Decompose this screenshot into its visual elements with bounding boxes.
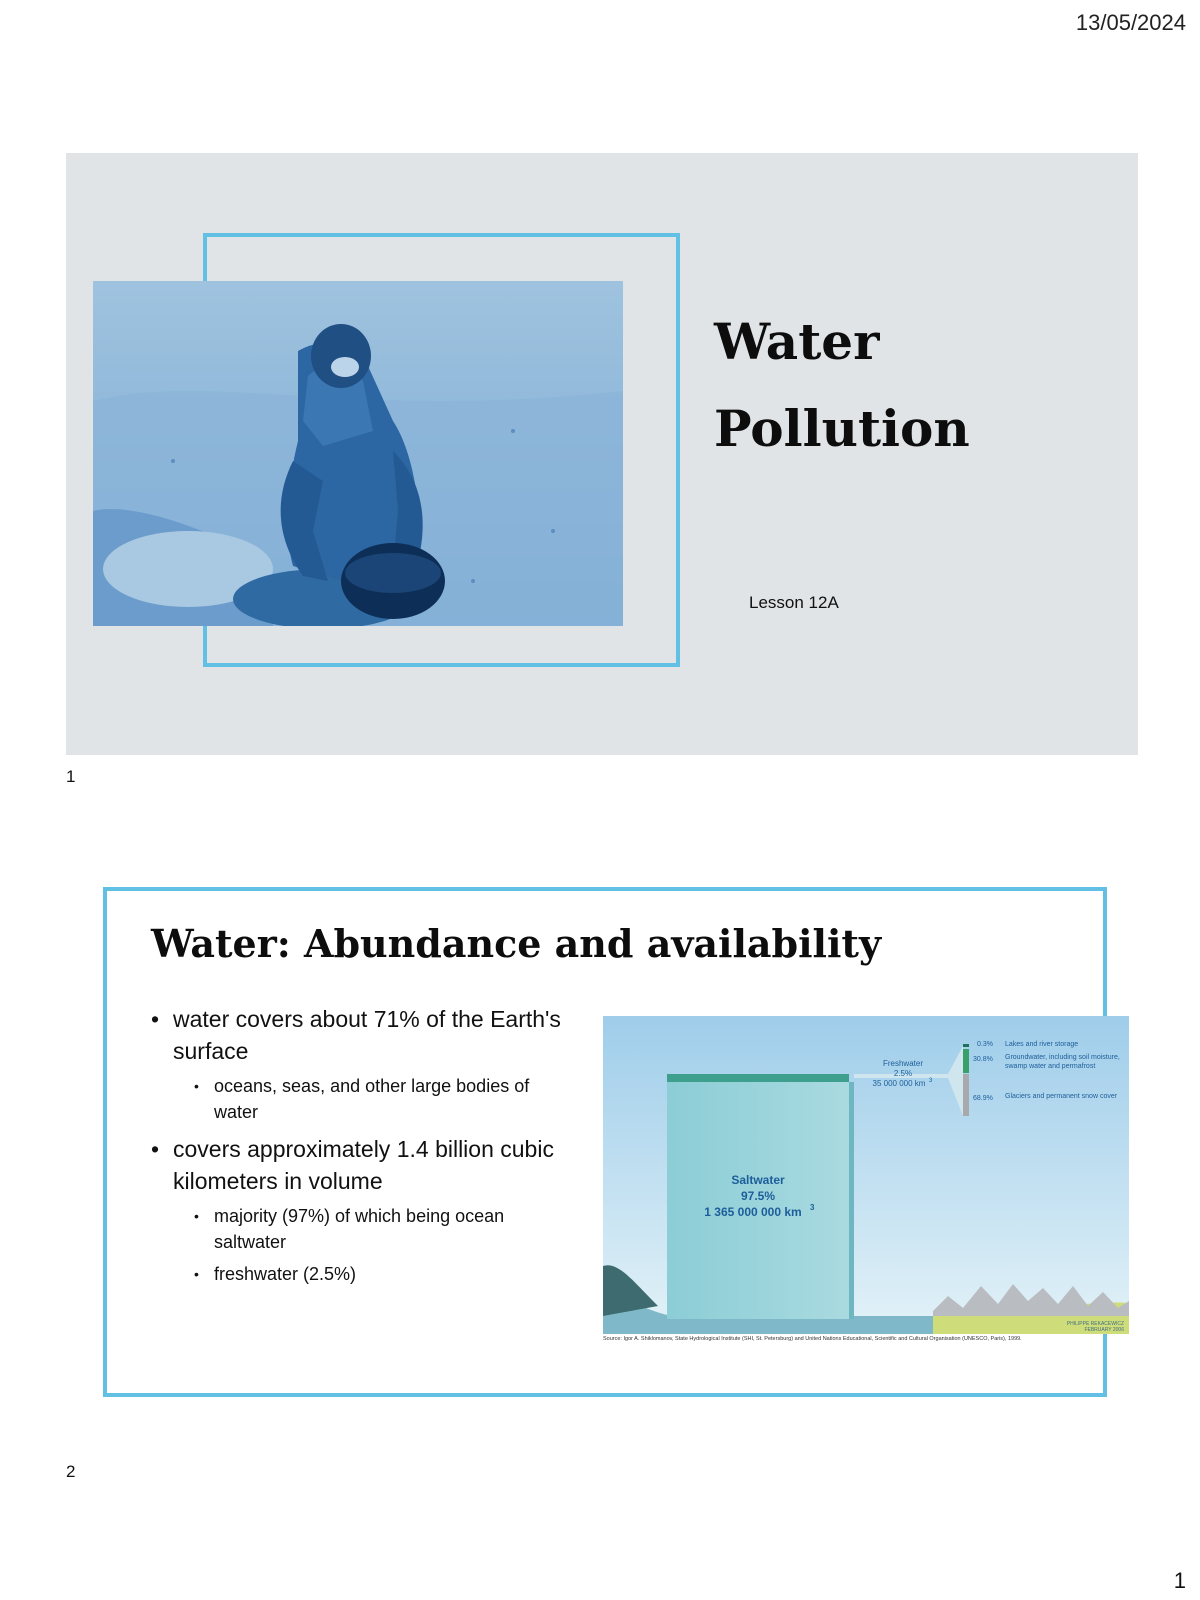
slide-1-title [714, 298, 1094, 472]
glaciers-bar [963, 1074, 969, 1116]
slide-number-1: 1 [66, 767, 76, 786]
saltwater-unit-exponent: 3 [810, 1203, 815, 1212]
sub-bullet-item: • oceans, seas, and other large bodies of water [192, 1073, 571, 1125]
breakdown-label: Groundwater, including soil moisture, swamp water and permafrost [1005, 1054, 1120, 1070]
freshwater-percent: 2.5% [893, 1069, 913, 1078]
cleanup-worker-photo [93, 281, 623, 626]
sub-bullet-item: • freshwater (2.5%) [192, 1261, 571, 1287]
diagram-credit: PHILIPPE REKACEWICZ FEBRUARY 2006 [1066, 1321, 1124, 1333]
breakdown-label: Glaciers and permanent snow cover [1005, 1093, 1118, 1100]
freshwater-label: Freshwater [882, 1059, 924, 1068]
saltwater-label: Saltwater [731, 1173, 785, 1187]
breakdown-percent: 68.9% [973, 1095, 993, 1102]
breakdown-label-wrap [1005, 1092, 1127, 1116]
title-line-1: Water [714, 312, 880, 371]
saltwater-surface [667, 1074, 849, 1082]
saltwater-volume: 1 365 000 000 km [704, 1205, 802, 1219]
sub-bullet-group [151, 1203, 571, 1287]
bullet-item: • covers approximately 1.4 billion cubic kilometers in volume [151, 1133, 571, 1197]
credit-wrap [1058, 1321, 1124, 1335]
sub-bullet-group [151, 1073, 571, 1125]
header-date: 13/05/2024 [1075, 10, 1186, 35]
bullet-list [151, 1003, 571, 1295]
diagram-source: Source: Igor A. Shiklomanov, State Hydrological Institute (SHI, St. Petersburg) and United Nations Educational, Scientific and Cultural Organisation (UNESCO, Paris), 1999. [603, 1336, 1022, 1342]
breakdown-percent: 30.8% [973, 1056, 993, 1063]
water-distribution-diagram [603, 1016, 1129, 1350]
breakdown-label-wrap [1005, 1053, 1127, 1089]
sub-bullet-item: • majority (97%) of which being ocean saltwater [192, 1203, 571, 1255]
saltwater-percent: 97.5% [740, 1189, 776, 1203]
slide-1 [66, 153, 1138, 755]
bullet-item: • water covers about 71% of the Earth's surface [151, 1003, 571, 1067]
slide-number-2: 2 [66, 1462, 76, 1481]
breakdown-label: Lakes and river storage [1005, 1041, 1079, 1048]
freshwater-volume: 35 000 000 km [872, 1079, 926, 1088]
groundwater-bar [963, 1049, 969, 1073]
slide-2-title: Water: Abundance and availability [151, 921, 882, 966]
slide-1-subtitle: Lesson 12A [749, 593, 839, 612]
breakdown-percent: 0.3% [977, 1041, 993, 1048]
source-wrap [603, 1336, 1129, 1350]
page-number: 1 [1173, 1568, 1186, 1593]
title-line-2: Pollution [714, 399, 970, 458]
freshwater-unit-exponent: 3 [929, 1078, 933, 1084]
